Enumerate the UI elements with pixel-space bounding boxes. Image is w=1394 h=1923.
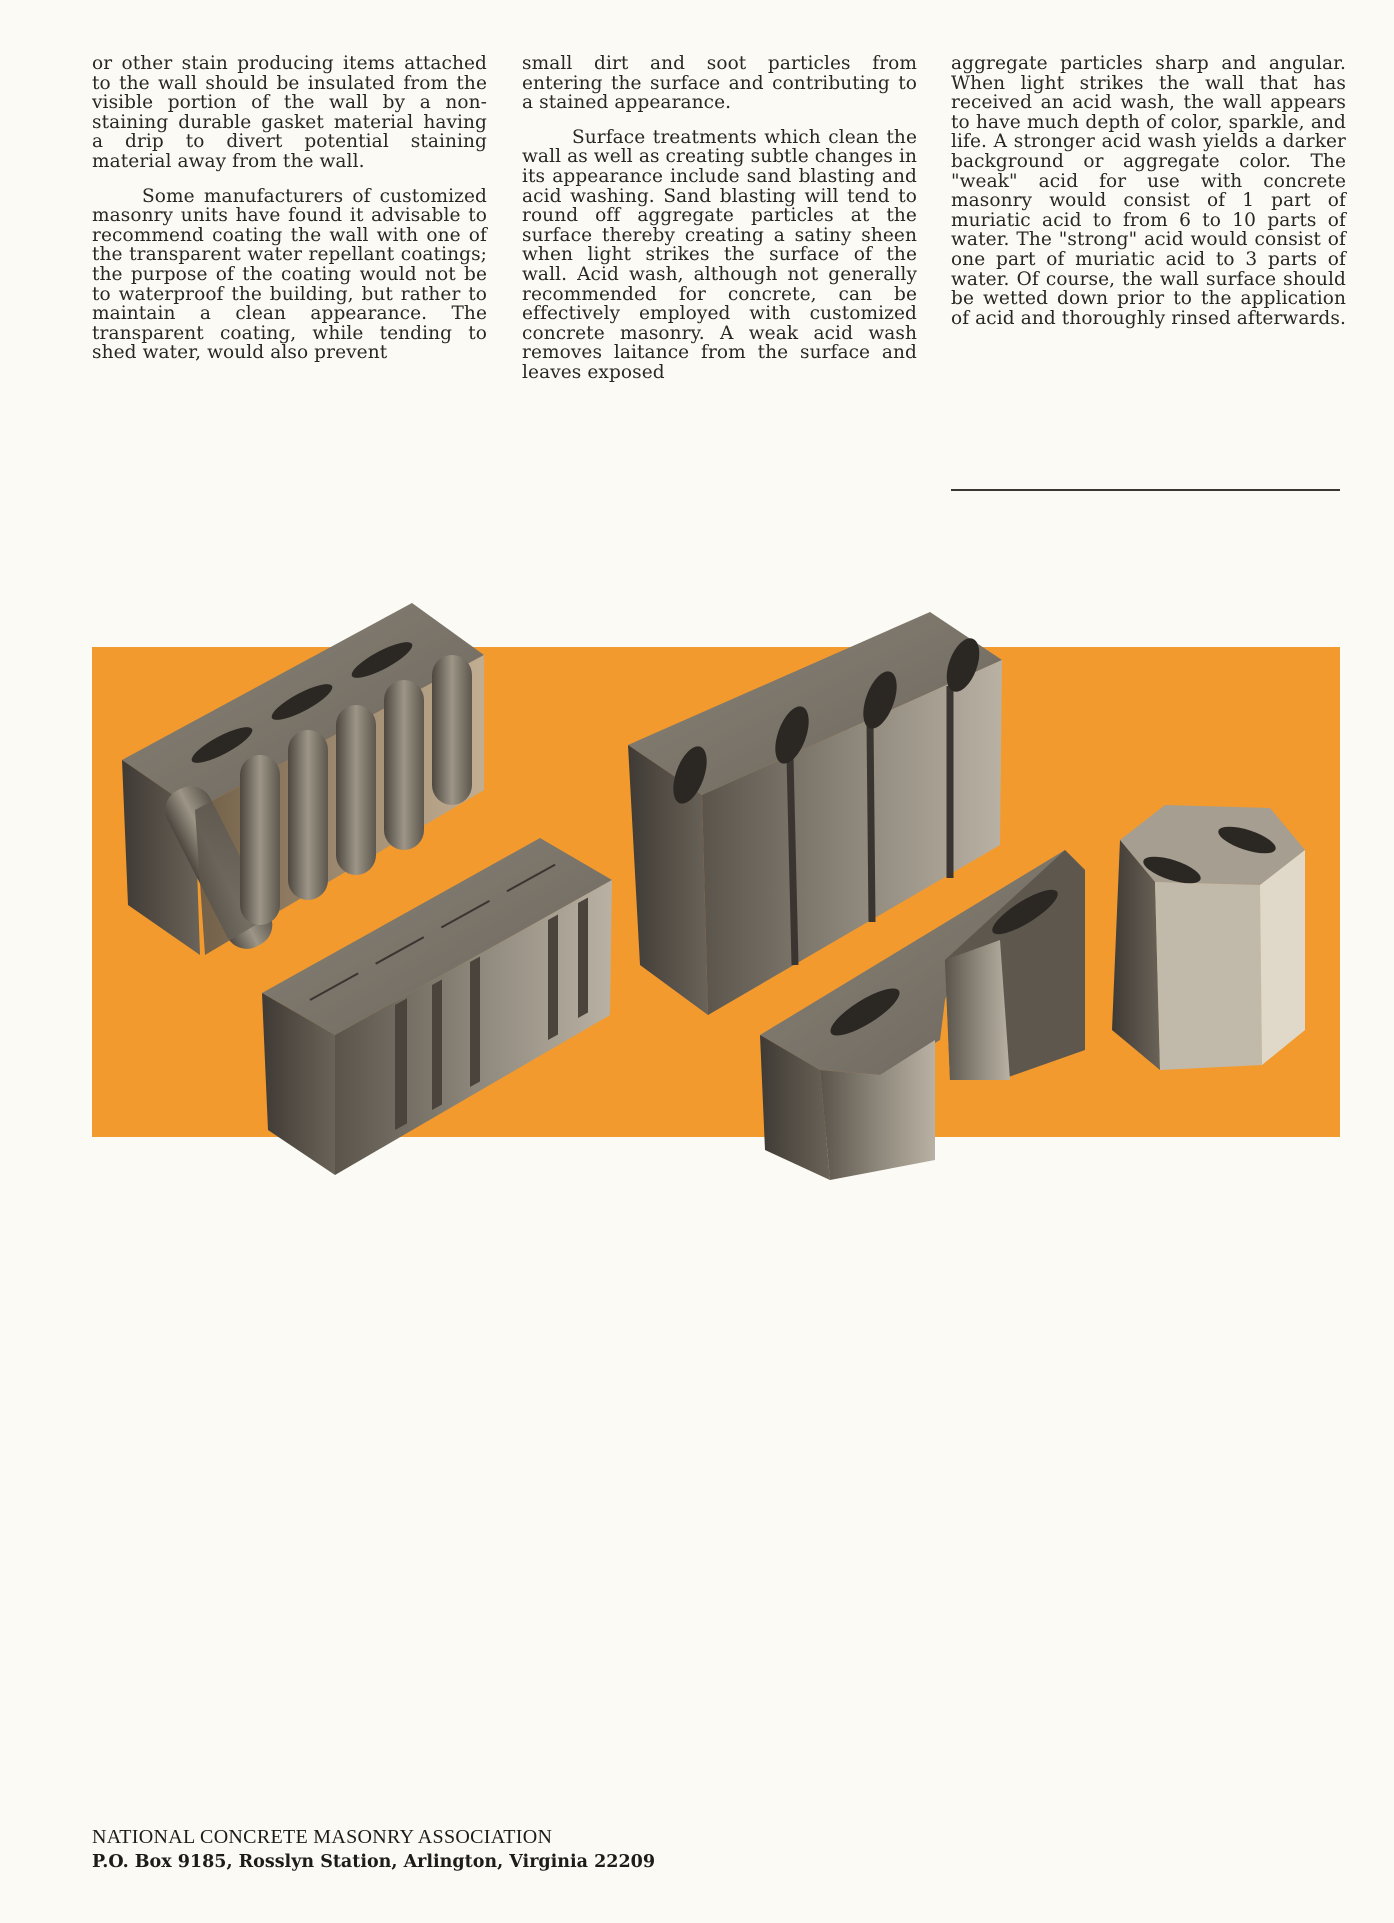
paragraph: Surface treatments which clean the wall as well as creating subtle changes in its appearance include sand blasting and acid washing. Sand blasting will tend to round off aggregate particles at the surface thereby creating a satiny sheen when light strikes the surface of the wall. Acid wash, although not generally recommended for concrete, can be effectively employed with customized concrete masonry. A weak acid wash removes laitance from the surface and leaves exposed: [522, 126, 917, 383]
paragraph: Some manufacturers of customized masonry units have found it advisable to recommend coating the wall with one of the transparent water repellant coatings; the purpose of the coating would not be to waterproof the building, but rather to maintain a clean appearance. The transparent coating, while tending to shed water, would also prevent: [92, 185, 487, 364]
text-column-3: [951, 54, 1346, 343]
text-column-2: [522, 54, 917, 398]
section-divider: [951, 489, 1340, 491]
text-column-1: [92, 54, 487, 378]
organization-name: NATIONAL CONCRETE MASONRY ASSOCIATION: [92, 1826, 553, 1848]
paragraph: or other stain producing items attached to the wall should be insulated from the visible portion of the wall by a non-staining durable gasket material having a drip to divert potential staining material away from the wall.: [92, 53, 487, 172]
organization-address: P.O. Box 9185, Rosslyn Station, Arlington, Virginia 22209: [92, 1852, 655, 1872]
paragraph: aggregate particles sharp and angular. When light strikes the wall that has received an acid wash, the wall appears to have much depth of color, sparkle, and life. A stronger acid wash yields a darker background or aggregate color. The "weak" acid for use with concrete masonry would consist of 1 part of muriatic acid to from 6 to 10 parts of water. The "strong" acid would consist of one part of muriatic acid to 3 parts of water. Of course, the wall surface should be wetted down prior to the application of acid and thoroughly rinsed afterwards.: [951, 53, 1346, 329]
publisher-footer: [92, 1825, 655, 1875]
masonry-units-photo: [0, 600, 1394, 1200]
paragraph: small dirt and soot particles from entering the surface and contributing to a stained appearance.: [522, 53, 917, 114]
octagonal-block: [1112, 805, 1305, 1070]
